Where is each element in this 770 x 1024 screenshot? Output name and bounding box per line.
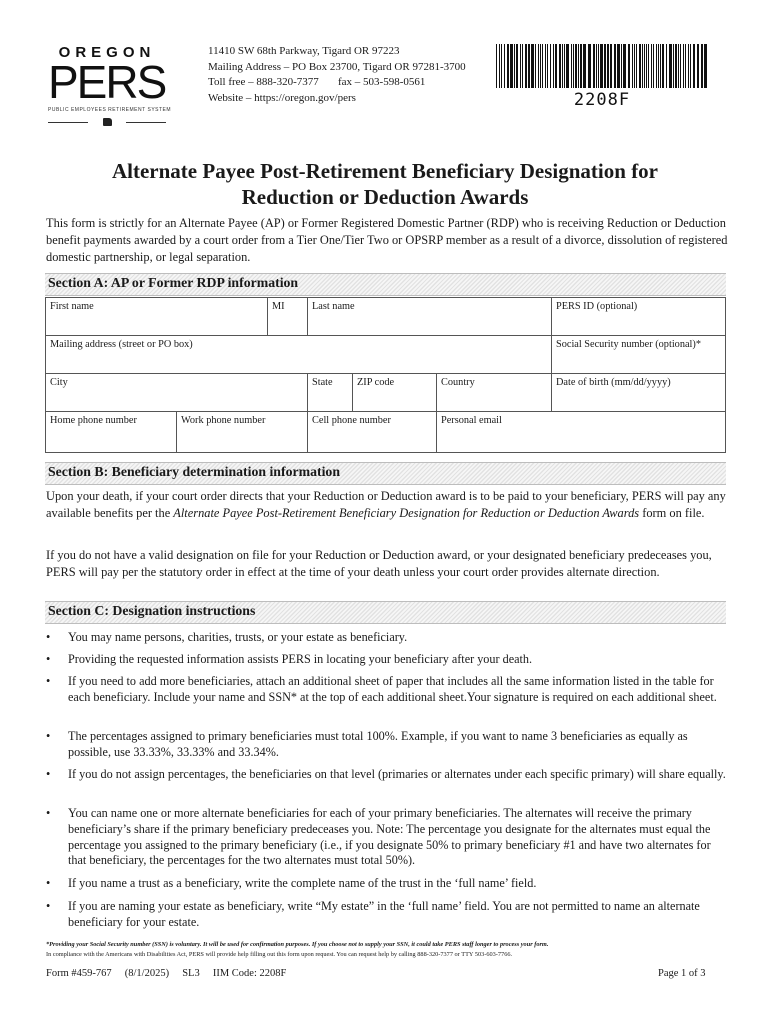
instruction-text: If you do not assign percentages, the beneficiaries on that level (primaries or alternates under each specific primary) will share equally. (68, 767, 726, 781)
city-field[interactable] (46, 374, 308, 412)
section-b-header (45, 462, 726, 485)
mi-label: MI (272, 301, 285, 312)
logo-oregon-text: OREGON (58, 44, 156, 61)
address-line: Website – https://oregon.gov/pers (208, 91, 356, 104)
bullet-marker: • (46, 767, 51, 781)
pers-logo (48, 44, 172, 126)
bullet-marker: • (46, 806, 51, 820)
instruction-text: You can name one or more alternate beneficiaries for each of your primary beneficiaries. The alternates will receive the primary beneficiary’s share if the primary beneficiary predeceases you. Note: The percentage you designate for the alternates must equal the percentage you assigned to the primary beneficiary (i.e., if you designate 50% to primary beneficiary #1 and have two alternates for that beneficiary, the percentages for the two alternates must total 50%). (68, 806, 711, 868)
ssn-label: Social Security number (optional)* (556, 339, 701, 350)
personal-email-field[interactable] (437, 412, 725, 452)
instruction-text: If you name a trust as a beneficiary, write the complete name of the trust in the ‘full name’ field. (68, 876, 537, 890)
address-line: 11410 SW 68th Parkway, Tigard OR 97223 (208, 45, 400, 57)
city-label: City (50, 377, 68, 388)
bullet-marker: • (46, 899, 51, 913)
ssn-footnote: *Providing your Social Security number (SSN) is voluntary. It will be used for confirmation purposes. If you choose not to supply your SSN, it could take PERS staff longer to process your form. (46, 941, 549, 948)
form-title-line2: Reduction or Deduction Awards (241, 185, 529, 209)
personal-email-label: Personal email (441, 415, 502, 426)
home-phone-label: Home phone number (50, 415, 137, 426)
form-title-line1: Alternate Payee Post-Retirement Beneficiary Designation for (111, 159, 659, 183)
zip-code-field[interactable] (353, 374, 437, 412)
middle-initial-field[interactable] (268, 298, 308, 336)
bullet-marker: • (46, 674, 51, 688)
form-title (40, 158, 730, 210)
work-phone-label: Work phone number (181, 415, 266, 426)
cell-phone-field[interactable] (308, 412, 437, 452)
first-name-label: First name (50, 301, 94, 312)
footnote (46, 940, 736, 960)
pers-id-label: PERS ID (optional) (556, 301, 638, 312)
cell-phone-label: Cell phone number (312, 415, 391, 426)
instruction-text: If you are naming your estate as beneficiary, write “My estate” in the ‘full name’ field. You are not permitted to name an alternate beneficiary for your estate. (68, 899, 700, 929)
date-of-birth-field[interactable] (552, 374, 725, 412)
section-a-header (45, 273, 726, 296)
logo-subtitle: PUBLIC EMPLOYEES RETIREMENT SYSTEM (48, 107, 172, 113)
instruction-text: The percentages assigned to primary beneficiaries must total 100%. Example, if you want to name 3 beneficiaries as equally as possible, use 33.33%, 33.33% and 33.34%. (68, 729, 688, 759)
bullet-marker: • (46, 729, 51, 743)
mailing-address-label: Mailing address (street or PO box) (50, 339, 193, 350)
mailing-address-field[interactable] (46, 336, 552, 374)
instruction-text: Providing the requested information assists PERS in locating your beneficiary after your death. (68, 652, 533, 666)
section-b-paragraph-1 (46, 488, 728, 522)
logo-state-emblem (48, 116, 166, 126)
logo-pers-text: PERS (48, 56, 166, 108)
section-c-title: Section C: Designation instructions (48, 603, 256, 618)
bullet-marker: • (46, 630, 51, 644)
address-line: Mailing Address – PO Box 23700, Tigard OR 97281-3700 (208, 60, 466, 73)
bullet-marker: • (46, 652, 51, 666)
date-of-birth-label: Date of birth (mm/dd/yyyy) (556, 377, 671, 388)
barcode (494, 44, 710, 88)
section-b-title: Section B: Beneficiary determination information (48, 464, 340, 479)
para1-text-b: form on file. (639, 506, 705, 520)
barcode-caption: 2208F (573, 90, 631, 110)
page-number: Page 1 of 3 (658, 968, 706, 979)
first-name-field[interactable] (46, 298, 268, 336)
form-name-reference: Alternate Payee Post-Retirement Beneficiary Designation for Reduction or Deduction Awards (173, 506, 640, 520)
country-field[interactable] (437, 374, 552, 412)
section-a-title: Section A: AP or Former RDP information (48, 275, 299, 290)
home-phone-field[interactable] (46, 412, 177, 452)
last-name-field[interactable] (308, 298, 552, 336)
state-field[interactable] (308, 374, 353, 412)
last-name-label: Last name (312, 301, 355, 312)
section-b-paragraph-2: If you do not have a valid designation on file for your Reduction or Deduction award, or your designated beneficiary predeceases you, PERS will pay per the statutory order in effect at the time of your death unless your court order provides alternate direction. (46, 548, 712, 579)
section-c-header (45, 601, 726, 624)
pers-id-field[interactable] (552, 298, 725, 336)
zip-code-label: ZIP code (357, 377, 395, 388)
section-a-table (45, 297, 726, 453)
para1-text-a: Upon your death, if your court order directs that your Reduction or Deduction award is to be paid to your beneficiary, PERS will pay any available benefits per the (46, 489, 726, 520)
oregon-state-icon (103, 118, 112, 126)
bullet-marker: • (46, 876, 51, 890)
instruction-text: If you need to add more beneficiaries, attach an additional sheet of paper that includes all the same information listed in the table for each beneficiary. Include your name and SSN* at the top of each additional sheet.Your signature is required on each additional sheet. (68, 674, 717, 704)
instruction-text: You may name persons, charities, trusts, or your estate as beneficiary. (68, 630, 408, 644)
ada-footnote: In compliance with the Americans with Disabilities Act, PERS will provide help filling out this form upon request. You can request help by calling 888-320-7377 or TTY 503-603-7766. (46, 951, 513, 958)
intro-paragraph: This form is strictly for an Alternate Payee (AP) or Former Registered Domestic Partner (RDP) who is receiving Reduction or Deduction benefit payments awarded by a court order from a Tier One/Tier Two or OPSRP member as a result of a divorce, dissolution of registered domestic partnership, or legal separation. (46, 216, 728, 264)
address-line: Toll free – 888-320-7377 fax – 503-598-0561 (208, 76, 426, 88)
work-phone-field[interactable] (177, 412, 308, 452)
state-label: State (312, 377, 333, 388)
form-identifier: Form #459-767 (8/1/2025) SL3 IIM Code: 2208F (46, 968, 287, 979)
ssn-field[interactable] (552, 336, 725, 374)
country-label: Country (441, 377, 475, 388)
agency-address (208, 44, 466, 106)
